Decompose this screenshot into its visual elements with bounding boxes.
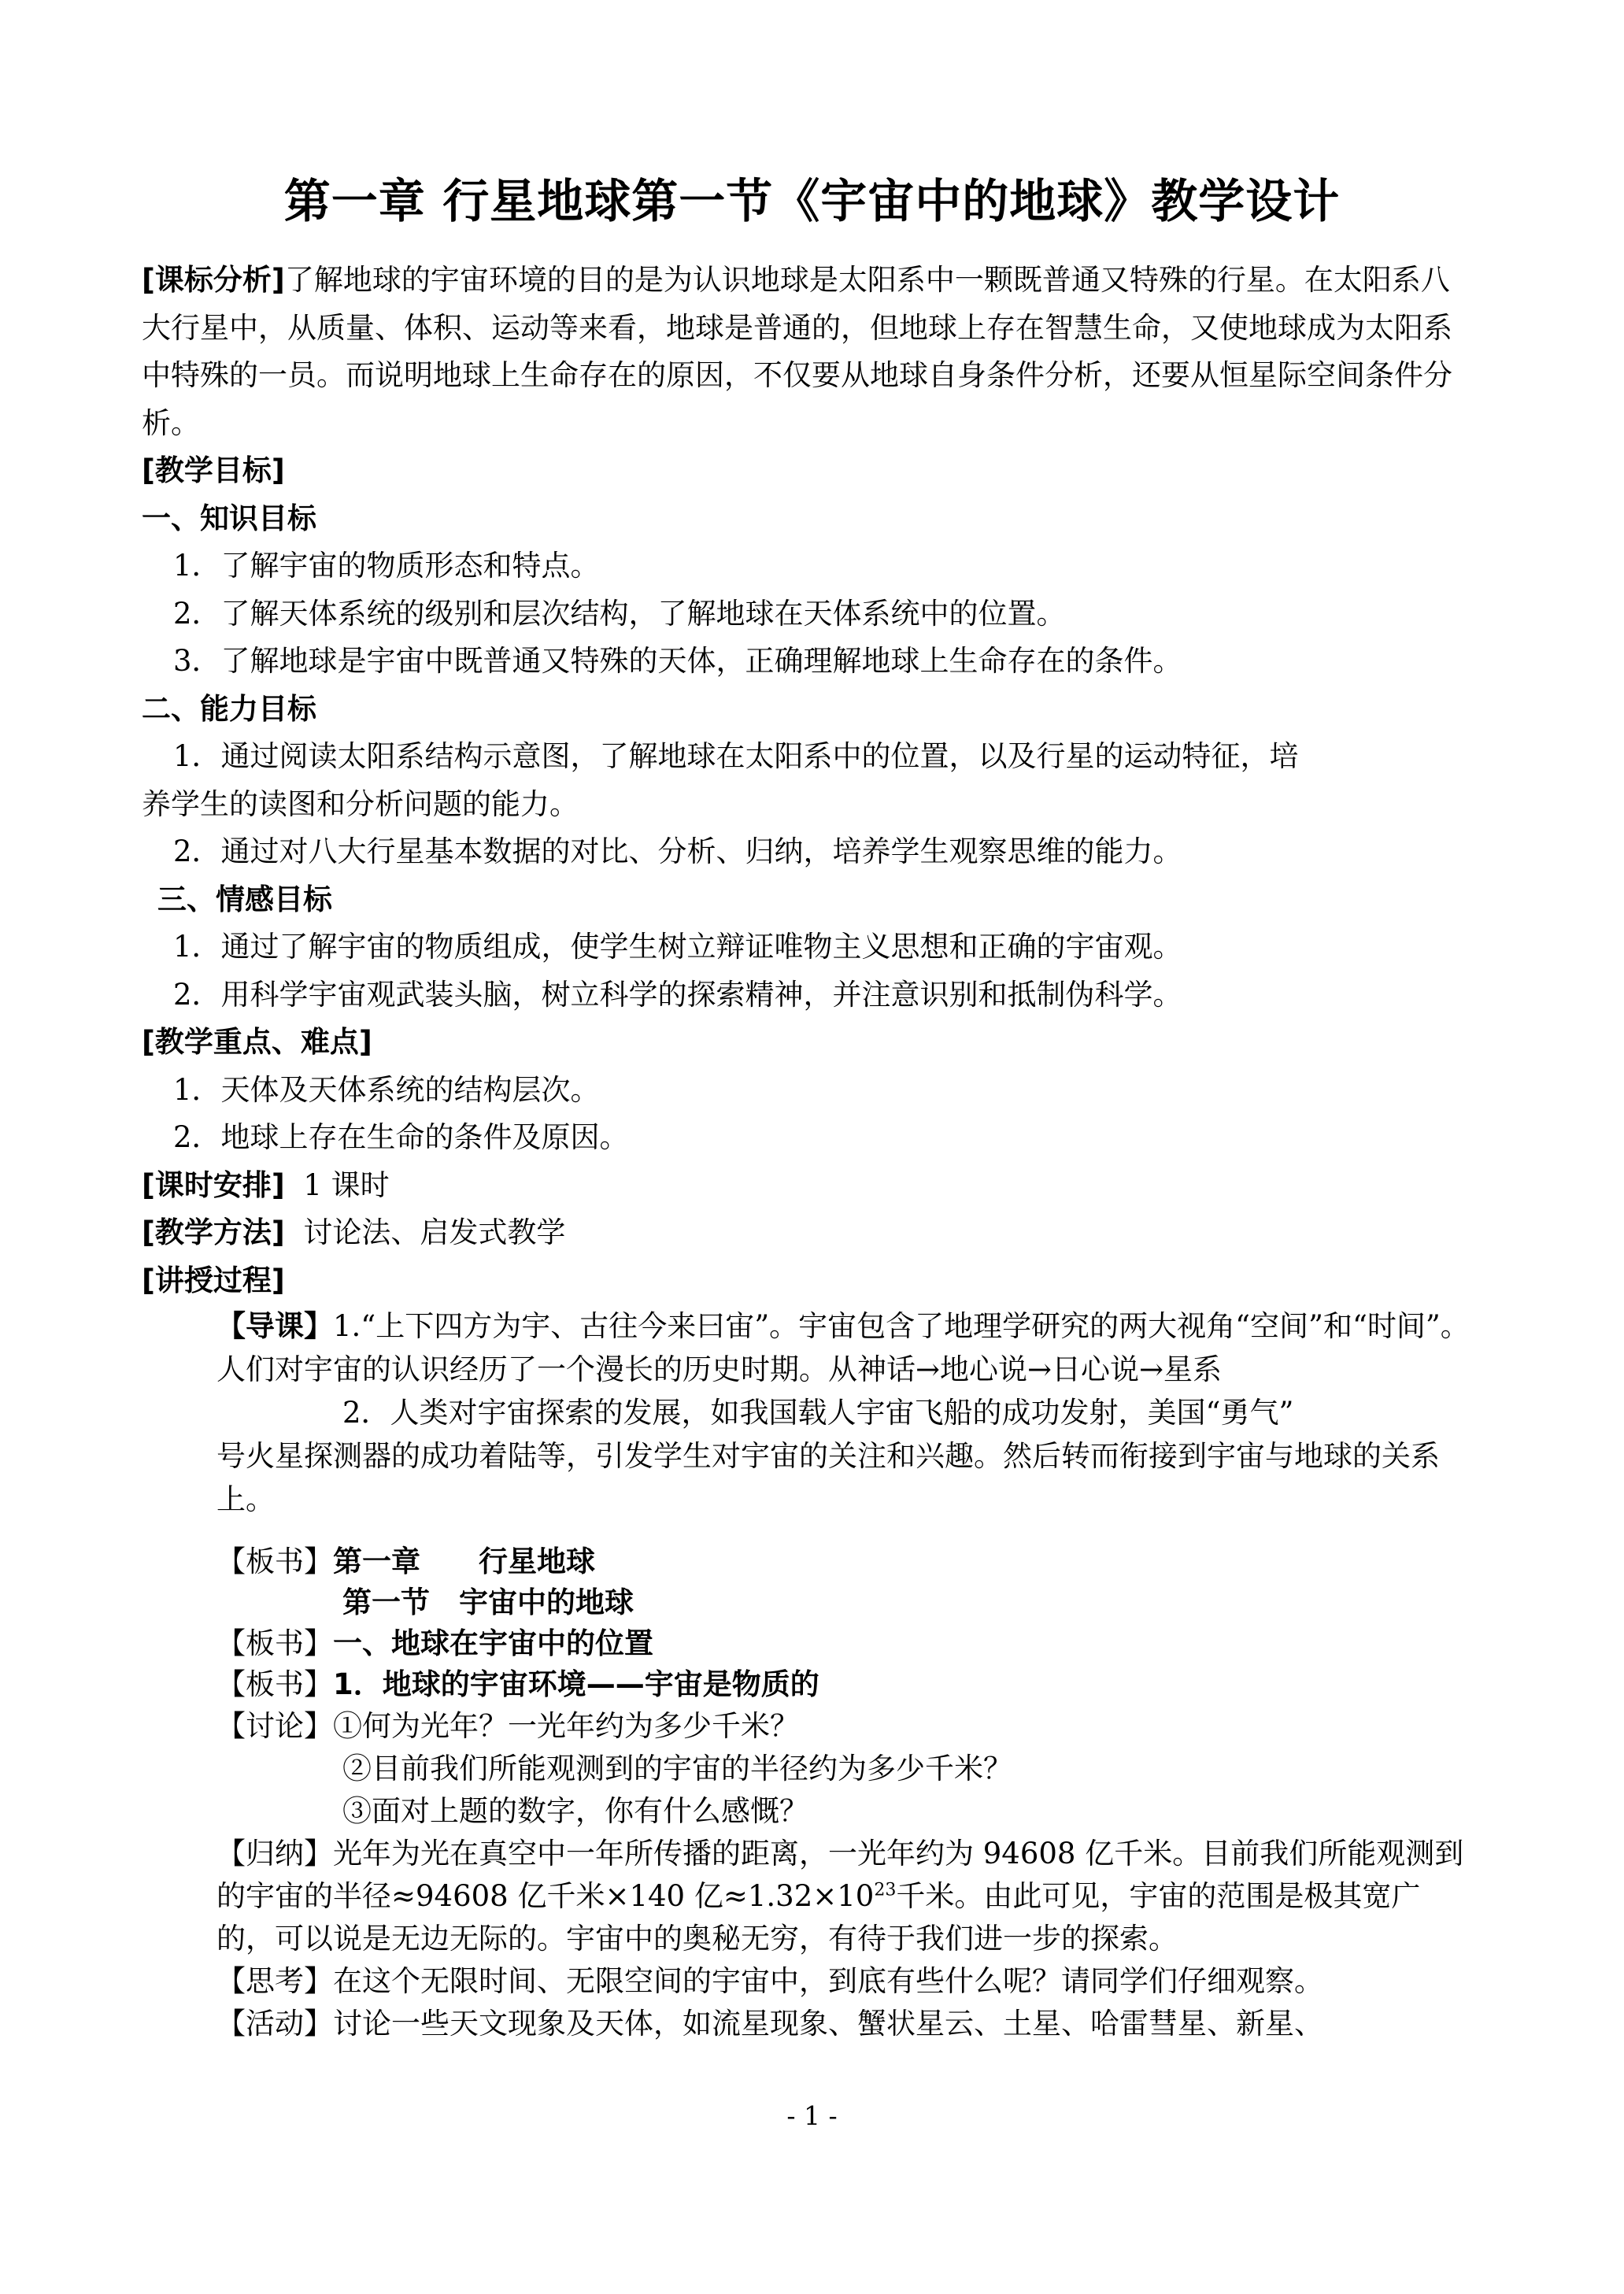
key-points-heading: [教学重点、难点] (142, 1025, 372, 1059)
think-tag: 【思考】 (216, 1964, 333, 1998)
key-point-item: 1．天体及天体系统的结构层次。 (173, 1072, 600, 1107)
ability-goal-item-2: 2．通过对八大行星基本数据的对比、分析、归纳，培养学生观察思维的能力。 (173, 834, 1182, 868)
ability-goal-item-1-line-2: 养学生的读图和分析问题的能力。 (142, 786, 579, 821)
spacer (216, 1521, 1472, 1541)
activity-text: 讨论一些天文现象及天体，如流星现象、蟹状星云、土星、哈雷彗星、新星、 (333, 2007, 1323, 2041)
discussion-tag: 【讨论】 (216, 1709, 333, 1743)
knowledge-goals-heading: 一、知识目标 (142, 501, 316, 535)
activity-row (216, 2003, 1472, 2045)
teaching-process-body (142, 1304, 1472, 2045)
board-row (216, 1664, 1472, 1705)
summary-text-a: 光年为光在真空中一年所传播的距离，一光年约为 94608 亿千米。目前我们所能观测到的宇宙的半径≈94608 亿千米×140 亿≈1.32×10 (216, 1837, 1464, 1913)
board-tag: 【板书】 (216, 1545, 333, 1578)
board-tag: 【板书】 (216, 1667, 333, 1701)
teaching-method-row (142, 1209, 1472, 1257)
board-chapter-text: 第一章 行星地球 (333, 1545, 595, 1578)
ability-goals-heading: 二、能力目标 (142, 691, 316, 726)
teaching-process-heading: [讲授过程] (142, 1263, 285, 1297)
board-section-text: 第一节 宇宙中的地球 (342, 1585, 634, 1619)
page-title: 第一章 行星地球第一节《宇宙中的地球》教学设计 (283, 174, 1341, 228)
think-row (216, 1960, 1472, 2003)
class-schedule-row (142, 1162, 1472, 1210)
board-text: 1．地球的宇宙环境——宇宙是物质的 (333, 1667, 819, 1701)
intro-paragraph-2-rest: 号火星探测器的成功着陆等，引发学生对宇宙的关注和兴趣。然后转而衔接到宇宙与地球的关系上。 (216, 1439, 1440, 1516)
key-point-item: 2．地球上存在生命的条件及原因。 (173, 1120, 629, 1154)
discussion-item: ③面对上题的数字，你有什么感慨？ (342, 1794, 808, 1828)
summary-exponent: 23 (874, 1880, 897, 1900)
teaching-method-label: [教学方法] (142, 1215, 285, 1249)
discussion-item: ①何为光年？一光年约为多少千米？ (333, 1709, 799, 1743)
activity-tag: 【活动】 (216, 2007, 333, 2041)
board-chapter-row (216, 1541, 1472, 1582)
intro-tag: 【导课】 (216, 1309, 333, 1343)
summary-tag: 【归纳】 (216, 1837, 333, 1870)
teaching-goals-heading: [教学目标] (142, 453, 285, 487)
ability-goal-item-1-line-1: 1．通过阅读太阳系结构示意图，了解地球在太阳系中的位置，以及行星的运动特征，培 (173, 739, 1299, 773)
knowledge-goal-item: 3．了解地球是宇宙中既普通又特殊的天体，正确理解地球上生命存在的条件。 (173, 644, 1182, 678)
discussion-item: ②目前我们所能观测到的宇宙的半径约为多少千米？ (342, 1752, 1012, 1785)
intro-paragraph-2-line-1: 2．人类对宇宙探索的发展，如我国载人宇宙飞船的成功发射，美国“勇气” (342, 1396, 1294, 1430)
curriculum-analysis-text: 了解地球的宇宙环境的目的是为认识地球是太阳系中一颗既普通又特殊的行星。在太阳系八大行星中，从质量、体积、运动等来看，地球是普通的，但地球上存在智慧生命，又使地球成为太阳系中特殊的一员。而说明地球上生命存在的原因，不仅要从地球自身条件分析，还要从恒星际空间条件分析。 (142, 263, 1452, 440)
class-schedule-value: 1 课时 (303, 1167, 390, 1202)
emotion-goal-item: 2．用科学宇宙观武装头脑，树立科学的探索精神，并注意识别和抵制伪科学。 (173, 977, 1182, 1012)
summary-paragraph (216, 1833, 1472, 1960)
discussion-row (216, 1705, 1472, 1748)
page-number: - 1 - (786, 2100, 838, 2131)
emotion-goal-item: 1．通过了解宇宙的物质组成，使学生树立辩证唯物主义思想和正确的宇宙观。 (173, 930, 1182, 964)
curriculum-analysis-paragraph (142, 257, 1472, 447)
summary-text-b: 千米。由此可见，宇宙的范围是极其宽广的，可以说是无边无际的。宇宙中的奥秘无穷，有待于我们进一步的探索。 (216, 1879, 1421, 1955)
knowledge-goal-item: 1．了解宇宙的物质形态和特点。 (173, 549, 600, 583)
teaching-method-value: 讨论法、启发式教学 (303, 1215, 566, 1249)
emotion-goals-heading: 三、情感目标 (157, 882, 332, 916)
intro-paragraph-1 (216, 1304, 1472, 1391)
intro-text-1: 1.“上下四方为宇、古往今来曰宙”。宇宙包含了地理学研究的两大视角“空间”和“时间”。人们对宇宙的认识经历了一个漫长的历史时期。从神话→地心说→日心说→星系 (216, 1309, 1470, 1386)
curriculum-analysis-label: [课标分析] (142, 263, 285, 297)
think-text: 在这个无限时间、无限空间的宇宙中，到底有些什么呢？请同学们仔细观察。 (333, 1964, 1323, 1998)
knowledge-goal-item: 2．了解天体系统的级别和层次结构，了解地球在天体系统中的位置。 (173, 596, 1066, 631)
board-tag: 【板书】 (216, 1626, 333, 1660)
board-text: 一、地球在宇宙中的位置 (333, 1626, 653, 1660)
document-body (142, 257, 1472, 2045)
class-schedule-label: [课时安排] (142, 1167, 285, 1202)
board-row (216, 1623, 1472, 1664)
